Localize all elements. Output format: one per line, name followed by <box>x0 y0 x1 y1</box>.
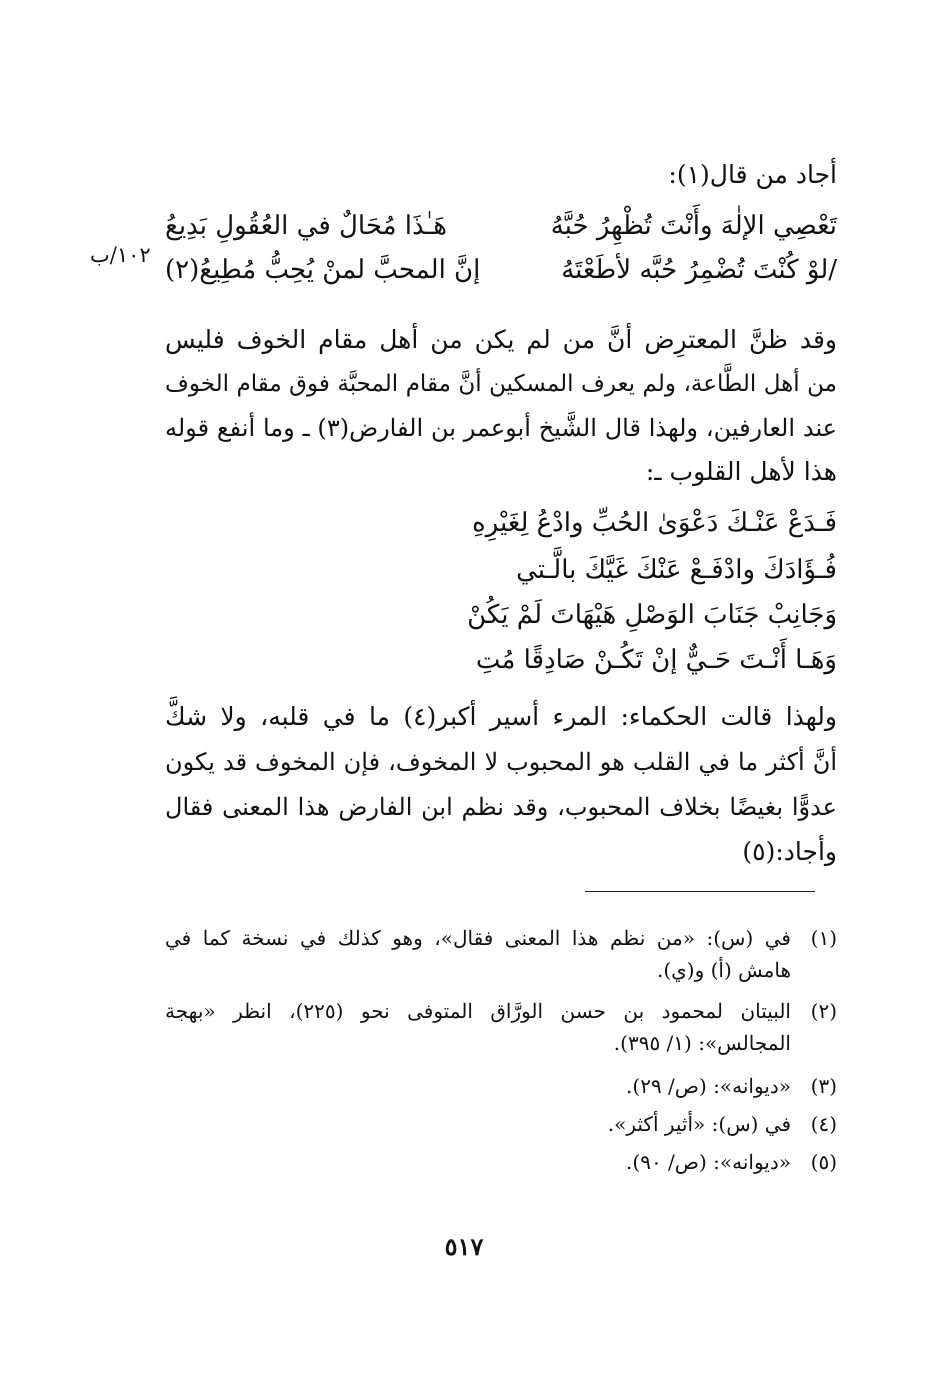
verse-hemistich-second: هَـٰذَا مُحَالٌ في العُقُولِ بَدِيعُ <box>165 211 448 241</box>
verse-hemistich-first: تَعْصِي الإلٰهَ وأَنْتَ تُظْهِرُ حُبَّهُ <box>550 211 837 241</box>
paragraph-line: وأجاد:(٥) <box>742 837 837 866</box>
paragraph-line: عدوًّا بغيضًا بخلاف المحبوب، وقد نظم ابن الفارض هذا المعنى فقال <box>165 793 837 821</box>
verse-hemistich-first: وَجَانِبْ جَنَابَ الوَصْلِ هَيْهَاتَ لَمْ يَكُنْ <box>467 600 837 630</box>
footnote <box>165 922 837 986</box>
footnote-text: «ديوانه»: (ص/ ٩٠). <box>626 1150 791 1174</box>
footnote <box>165 1146 837 1178</box>
footnote <box>165 995 837 1059</box>
verse-row <box>165 250 837 290</box>
footnote-text: هامش (أ) و(ي). <box>656 958 791 982</box>
footnote-number: (١) <box>810 926 837 950</box>
footnote-text: في (س): «من نظم هذا المعنى فقال»، وهو كذلك في نسخة كما في <box>165 926 791 950</box>
verse-hemistich-first: فَـدَعْ عَنْـكَ دَعْوَىٰ الحُبِّ وادْعُ لِغَيْرِهِ <box>472 508 837 538</box>
verse-hemistich-first: /لوْ كُنْتَ تُضْمِرُ حُبَّه لأطَعْتَهُ <box>561 255 837 285</box>
paragraph-line: ولهذا قالت الحكماء: المرء أسير أكبر(٤) ما في قلبه، ولا شكَّ <box>165 702 837 731</box>
verse-line <box>165 640 837 680</box>
verse-row <box>165 206 837 246</box>
footnote-text: «ديوانه»: (ص/ ٢٩). <box>626 1074 791 1098</box>
main-text <box>165 0 837 880</box>
footnote <box>165 1070 837 1102</box>
footnote-separator <box>585 891 815 892</box>
manuscript-folio-note: ١٠٢/ب <box>90 243 151 267</box>
intro-line: أجاد من قال(١): <box>668 160 837 189</box>
paragraph-line: من أهل الطَّاعة، ولم يعرف المسكين أنَّ مقام المحبَّة فوق مقام الخوف <box>165 371 837 397</box>
footnote-number: (٤) <box>810 1112 837 1136</box>
verse-line <box>165 503 837 543</box>
footnote-number: (٢) <box>810 999 837 1023</box>
footnote <box>165 1108 837 1140</box>
verse-hemistich-second: فُـؤَادَكَ وادْفَـعْ عَنْكَ غَيَّكَ بالَّـتي <box>516 555 837 585</box>
paragraph-line: عند العارفين، ولهذا قال الشَّيخ أبوعمر بن الفارض(٣) ـ وما أنفع قوله <box>165 414 838 442</box>
verse-hemistich-second: إنَّ المحبَّ لمنْ يُحِبُّ مُطِيعُ(٢) <box>165 255 481 285</box>
footnote-number: (٥) <box>810 1150 837 1174</box>
footnote-text: البيتان لمحمود بن حسن الورَّاق المتوفى نحو (٢٢٥)، انظر «بهجة <box>165 999 791 1023</box>
footnote-text: في (س): «أثير أكثر». <box>607 1112 791 1136</box>
page-number: ٥١٧ <box>444 1232 484 1261</box>
paragraph-line: وقد ظنَّ المعترِض أنَّ من لم يكن من أهل مقام الخوف فليس <box>165 325 837 354</box>
footnote-number: (٣) <box>810 1074 837 1098</box>
verse-line <box>165 550 837 590</box>
paragraph-line: هذا لأهل القلوب ـ: <box>645 457 837 486</box>
footnote-text: المجالس»: (١/ ٣٩٥). <box>613 1031 791 1055</box>
verse-hemistich-second: وَهَـا أَنْـتَ حَـيٌّ إنْ تَكُـنْ صَادِقًا مُتِ <box>475 645 837 675</box>
paragraph-line: أنَّ أكثر ما في القلب هو المحبوب لا المخوف، فإن المخوف قد يكون <box>165 748 837 776</box>
verse-line <box>165 595 837 635</box>
